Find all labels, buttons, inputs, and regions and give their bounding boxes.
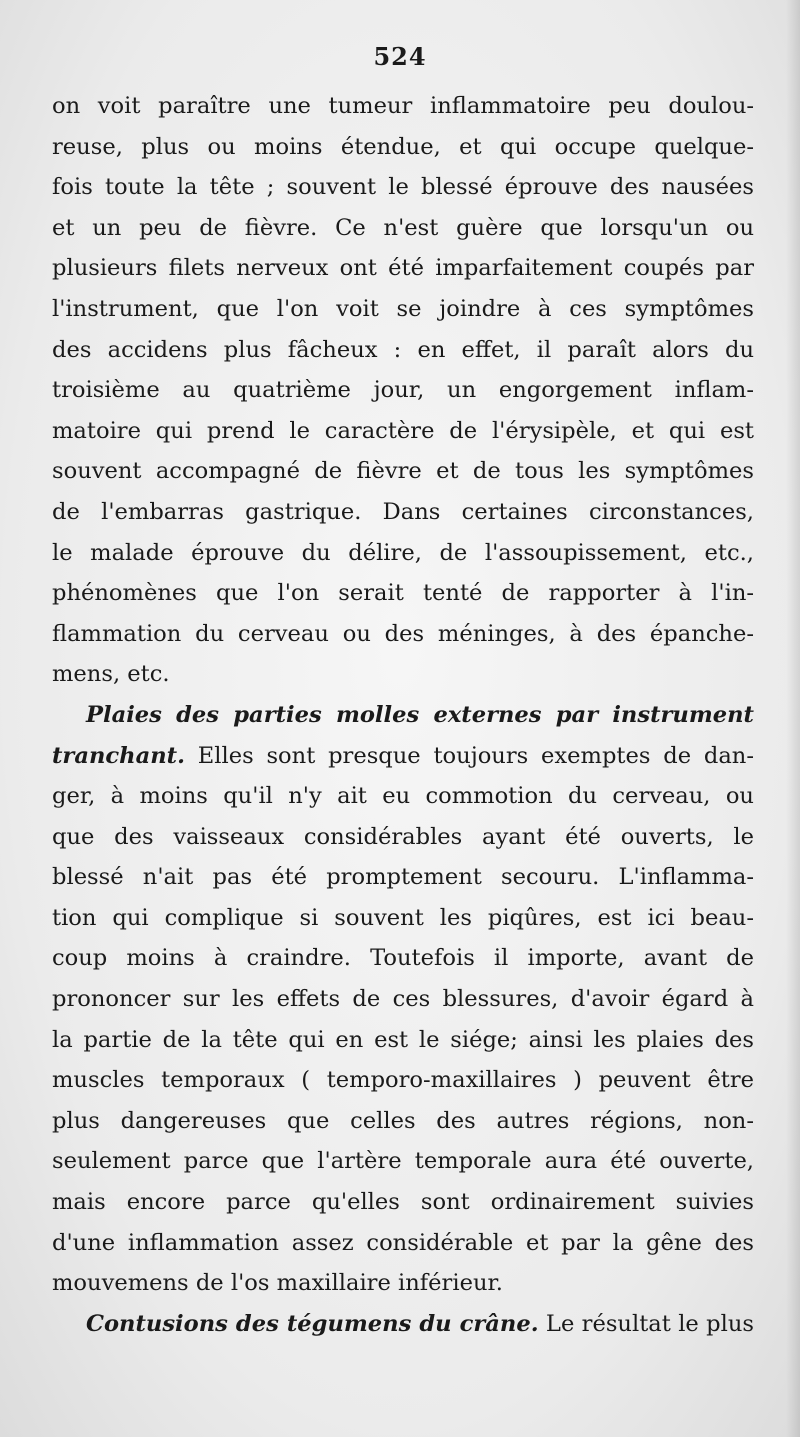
section-heading-line xyxy=(52,695,754,736)
text-line: des accidens plus fâcheux : en effet, il paraît alors du xyxy=(52,336,754,363)
text-line: seulement parce que l'artère temporale aura été ouverte, xyxy=(52,1148,754,1175)
text-line: d'une inflammation assez considérable et par la gêne des xyxy=(52,1229,754,1256)
section-heading: Contusions des tégumens du crâne. xyxy=(86,1310,539,1337)
text-line: que des vaisseaux considérables ayant été ouverts, le xyxy=(52,823,754,850)
text-line: troisième au quatrième jour, un engorgement inflam- xyxy=(52,377,754,404)
text-line: tranchant. Elles sont presque toujours exemptes de dan- xyxy=(52,742,754,769)
text-line: mens, etc. xyxy=(52,661,170,688)
page-edge-shadow xyxy=(786,0,800,1437)
section-heading: tranchant. xyxy=(52,742,185,769)
text-line: matoire qui prend le caractère de l'érysipèle, et qui est xyxy=(52,417,754,444)
text-line: fois toute la tête ; souvent le blessé éprouve des nausées xyxy=(52,174,754,201)
text-line: souvent accompagné de fièvre et de tous les symptômes xyxy=(52,458,754,485)
text-line: mais encore parce qu'elles sont ordinairement suivies xyxy=(52,1189,754,1216)
text-line: et un peu de fièvre. Ce n'est guère que lorsqu'un ou xyxy=(52,214,754,241)
text-line: blessé n'ait pas été promptement secouru. L'inflamma- xyxy=(52,864,754,891)
body-text xyxy=(52,86,754,1344)
text-line: flammation du cerveau ou des méninges, à des épanche- xyxy=(52,620,754,647)
text-line: plusieurs filets nerveux ont été imparfaitement coupés par xyxy=(52,255,754,282)
text-line: l'instrument, que l'on voit se joindre à ces symptômes xyxy=(52,295,754,322)
text-line: on voit paraître une tumeur inflammatoire peu doulou- xyxy=(52,93,754,119)
text-line: mouvemens de l'os maxillaire inférieur. xyxy=(52,1270,503,1297)
text-line: reuse, plus ou moins étendue, et qui occupe quelque- xyxy=(52,133,754,160)
text-line: de l'embarras gastrique. Dans certaines circonstances, xyxy=(52,498,754,525)
text-line: phénomènes que l'on serait tenté de rapporter à l'in- xyxy=(52,580,754,607)
text-line: Contusions des tégumens du crâne. Le résultat le plus xyxy=(86,1310,754,1337)
page-number: 524 xyxy=(373,42,427,71)
text-line: ger, à moins qu'il n'y ait eu commotion du cerveau, ou xyxy=(52,783,754,810)
text-line: le malade éprouve du délire, de l'assoupissement, etc., xyxy=(52,539,754,566)
text-line: muscles temporaux ( temporo-maxillaires ) peuvent être xyxy=(52,1067,754,1094)
text-line: plus dangereuses que celles des autres régions, non- xyxy=(52,1107,754,1134)
text-line: prononcer sur les effets de ces blessures, d'avoir égard à xyxy=(52,986,754,1013)
text-line: la partie de la tête qui en est le siége; ainsi les plaies des xyxy=(52,1026,754,1053)
text-line: coup moins à craindre. Toutefois il importe, avant de xyxy=(52,945,754,972)
text-line: tion qui complique si souvent les piqûres, est ici beau- xyxy=(52,904,754,931)
section-heading: Plaies des parties molles externes par instrument xyxy=(86,701,754,728)
